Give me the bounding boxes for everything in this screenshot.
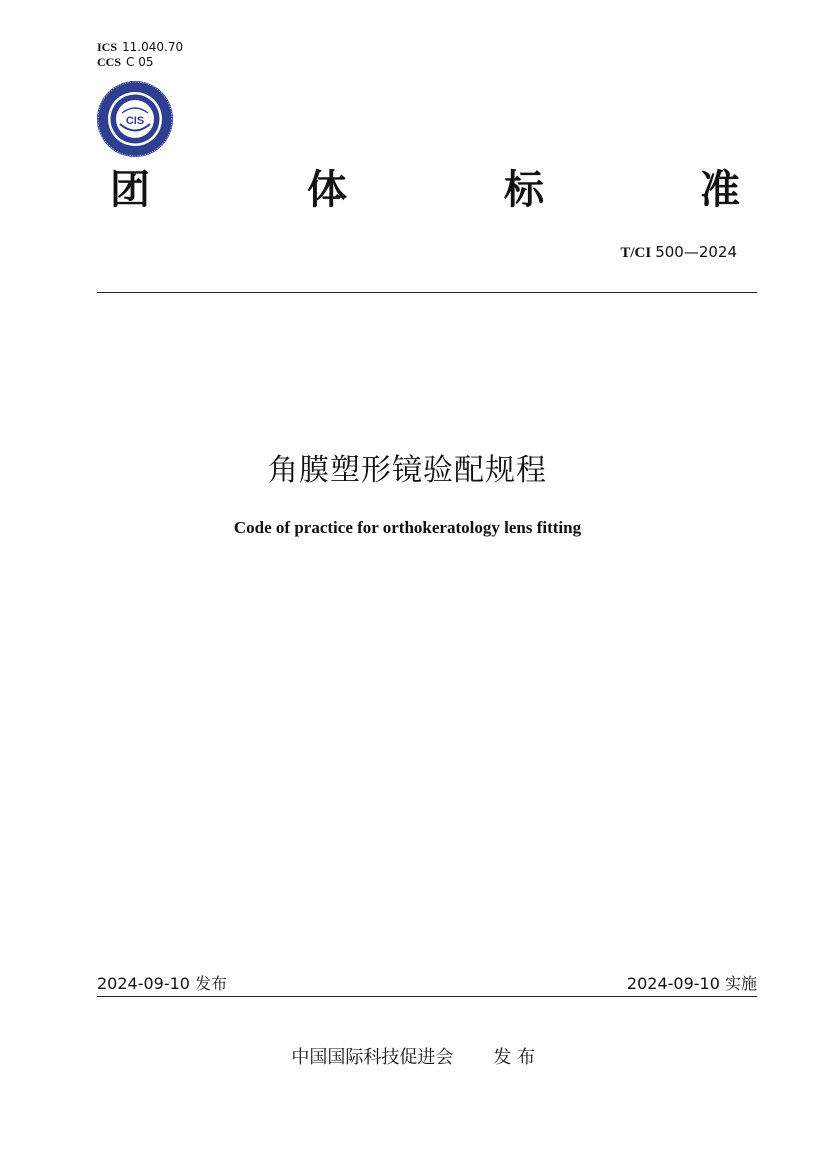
standard-number bbox=[620, 243, 737, 262]
implement-date: 2024-09-10 实施 bbox=[626, 974, 757, 993]
standard-number-value: 500—2024 bbox=[655, 243, 737, 261]
cis-seal-icon bbox=[95, 79, 175, 159]
doc-type-char-2: 体 bbox=[307, 167, 347, 213]
standard-prefix: T/CI bbox=[620, 245, 652, 261]
ccs-row bbox=[97, 55, 183, 70]
publisher-action: 发 布 bbox=[493, 1047, 536, 1068]
top-divider bbox=[97, 292, 757, 293]
classification-codes bbox=[97, 40, 183, 70]
doc-type-char-4: 准 bbox=[700, 167, 740, 213]
ics-value: 11.040.70 bbox=[122, 40, 184, 54]
ics-label: ICS bbox=[97, 40, 118, 54]
publish-date: 2024-09-10 发布 bbox=[97, 974, 228, 993]
ccs-value: C 05 bbox=[126, 55, 154, 69]
document-title-cn: 角膜塑形镜验配规程 bbox=[268, 453, 547, 488]
bottom-divider bbox=[97, 996, 757, 997]
publisher-name: 中国国际科技促进会 bbox=[291, 1047, 454, 1068]
seal-center-text: CIS bbox=[125, 115, 145, 127]
publisher-line bbox=[0, 1022, 815, 1069]
ics-row bbox=[97, 40, 183, 55]
doc-type-char-1: 团 bbox=[110, 167, 150, 213]
ccs-label: CCS bbox=[97, 55, 122, 69]
document-title-en: Code of practice for orthokeratology lens fitting bbox=[233, 518, 582, 537]
doc-type-char-3: 标 bbox=[504, 167, 544, 213]
